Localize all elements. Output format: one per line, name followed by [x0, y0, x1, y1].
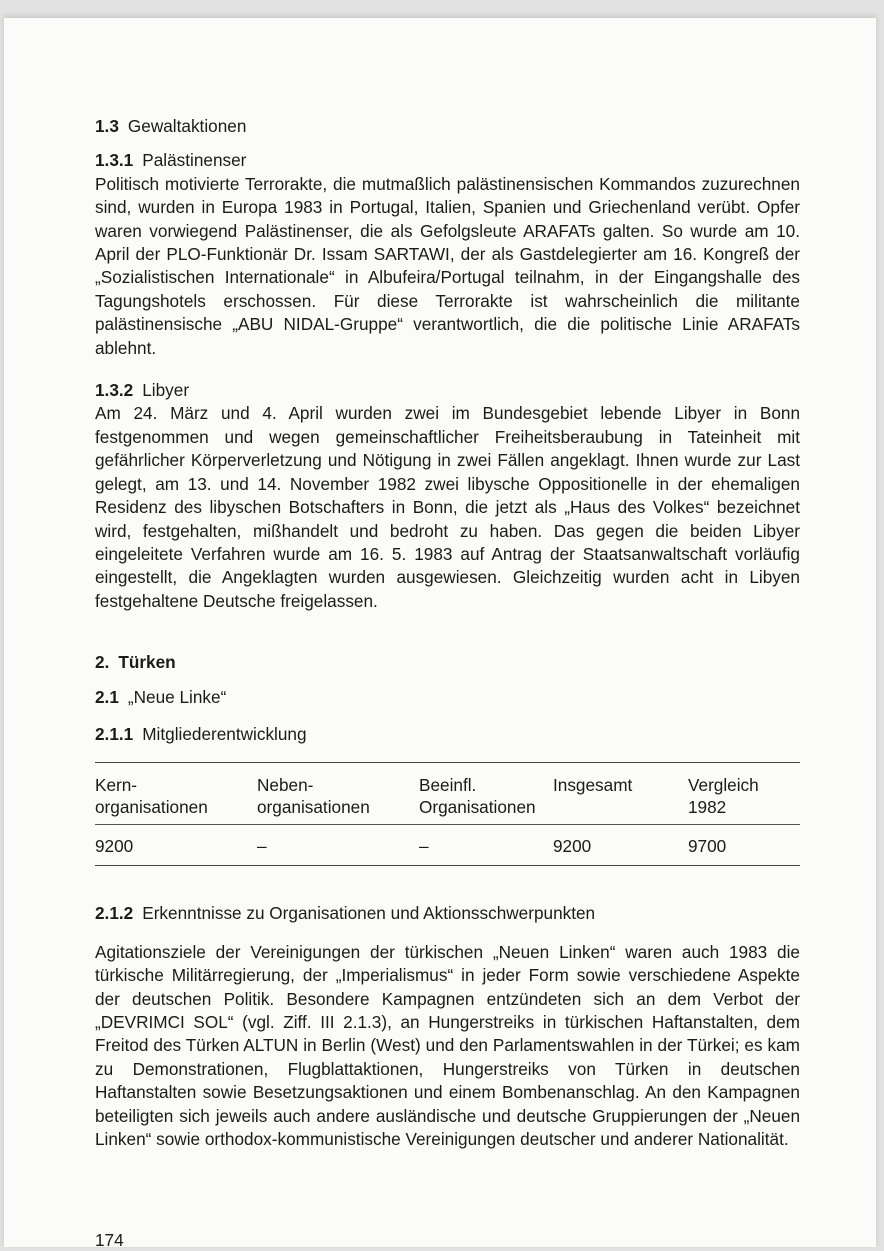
- table-cell: –: [257, 836, 267, 857]
- heading-2: [95, 651, 800, 674]
- heading-2-1-2: [95, 902, 800, 925]
- heading-2-1: [95, 686, 800, 709]
- header-line: organisationen: [257, 797, 370, 818]
- section-number: 1.3: [95, 116, 119, 136]
- heading-1-3-1: [95, 149, 800, 172]
- table-cell: 9200: [95, 836, 134, 857]
- section-title: Libyer: [142, 380, 190, 401]
- paragraph-tuerken: Agitationsziele der Vereinigungen der türkischen „Neuen Linken“ waren auch 1983 die türkische Militärregierung, der „Imperialismus“ in jeder Form sowie verschiedene Aspekte der deutschen Politik. Besondere Kampagnen entzündeten sich an dem Verbot der „DEVRIMCI SOL“ (vgl. Ziff. III 2.1.3), an Hungerstreiks in türkischen Haftanstalten, dem Freitod des Türken ALTUN in Berlin (West) und den Parlamentswahlen in der Türkei; es kam zu Demonstrationen, Flugblattaktionen, Hungerstreiks von Türken in deutschen Haftanstalten sowie Besetzungsaktionen und einem Bombenanschlag. An den Kampagnen beteiligten sich jeweils auch andere ausländische und deutsche Gruppierungen der „Neuen Linken“ sowie orthodox-kommunistische Vereinigungen deutscher und anderer Nationalität.: [95, 941, 800, 1149]
- column-header: [688, 763, 800, 825]
- table-cell: –: [419, 836, 429, 857]
- page-number: 174: [95, 1230, 124, 1250]
- membership-table: [95, 762, 800, 866]
- header-line: Organisationen: [419, 797, 536, 818]
- section-title: Türken: [118, 652, 176, 673]
- heading-2-1-1: [95, 723, 800, 746]
- header-line: Beeinfl.: [419, 775, 477, 796]
- table-cell: 9700: [688, 836, 727, 857]
- table-row: [95, 825, 800, 866]
- header-line: organisationen: [95, 797, 208, 818]
- section-number: 2.1.1: [95, 723, 134, 744]
- header-line: Kern-: [95, 775, 138, 796]
- section-number: 1.3.1: [95, 150, 134, 171]
- column-header: [95, 763, 257, 825]
- table-cell: 9200: [553, 836, 592, 857]
- header-line: 1982: [688, 797, 727, 818]
- column-header: [419, 763, 553, 825]
- paragraph-libyer: Am 24. März und 4. April wurden zwei im Bundesgebiet lebende Libyer in Bonn festgenommen und wegen gemeinschaftlicher Freiheitsberaubung in Tateinheit mit gefährlicher Körperverletzung und Nötigung in zwei Fällen angeklagt. Ihnen wurde zur Last gelegt, am 13. und 14. November 1982 zwei libysche Oppositionelle in der ehemaligen Residenz des libyschen Botschafters in Bonn, die jetzt als „Haus des Volkes“ bezeichnet wird, festgehalten, mißhandelt und bedroht zu haben. Das gegen die beiden Libyer eingeleitete Verfahren wurde am 16. 5. 1983 auf Antrag der Staatsanwaltschaft vorläufig eingestellt, die Angeklagten wurden ausgewiesen. Gleichzeitig wurden acht in Libyen festgehaltene Deutsche freigelassen.: [95, 403, 800, 611]
- heading-1-3-2: [95, 379, 800, 402]
- section-number: 2.1.2: [95, 903, 134, 924]
- section-title: Erkenntnisse zu Organisationen und Aktionsschwerpunkten: [142, 903, 596, 924]
- section-title: Palästinenser: [142, 150, 247, 171]
- section-number: 2.: [95, 652, 110, 673]
- header-line: Insgesamt: [553, 775, 633, 796]
- section-title: Mitgliederentwicklung: [142, 723, 307, 744]
- section-title: „Neue Linke“: [127, 686, 227, 707]
- section-number: 1.3.2: [95, 380, 134, 401]
- page-content: [95, 115, 800, 1151]
- header-line: Vergleich: [688, 775, 759, 796]
- paragraph-palaestinenser: Politisch motivierte Terrorakte, die mutmaßlich palästinensischen Kommandos zuzurechnen sind, wurden in Europa 1983 in Portugal, Italien, Spanien und Griechenland verübt. Opfer waren vorwiegend Palästinenser, die als Gefolgsleute ARAFATs galten. So wurde am 10. April der PLO-Funktionär Dr. Issam SARTAWI, der als Gastdelegierter am 16. Kongreß der „Sozialistischen Internationale“ in Albufeira/Portugal teilnahm, in der Eingangshalle des Tagungshotels erschossen. Für diese Terrorakte ist wahrscheinlich die militante palästinensische „ABU NIDAL-Gruppe“ verantwortlich, die die politische Linie ARAFATs ablehnt.: [95, 173, 800, 358]
- section-number: 2.1: [95, 686, 119, 707]
- column-header: [257, 763, 419, 825]
- table-header-row: [95, 763, 800, 825]
- header-line: Neben-: [257, 775, 314, 796]
- section-title: Gewaltaktionen: [127, 116, 247, 136]
- document-page: [4, 18, 876, 1250]
- column-header: [553, 763, 688, 825]
- heading-1-3: [95, 115, 800, 138]
